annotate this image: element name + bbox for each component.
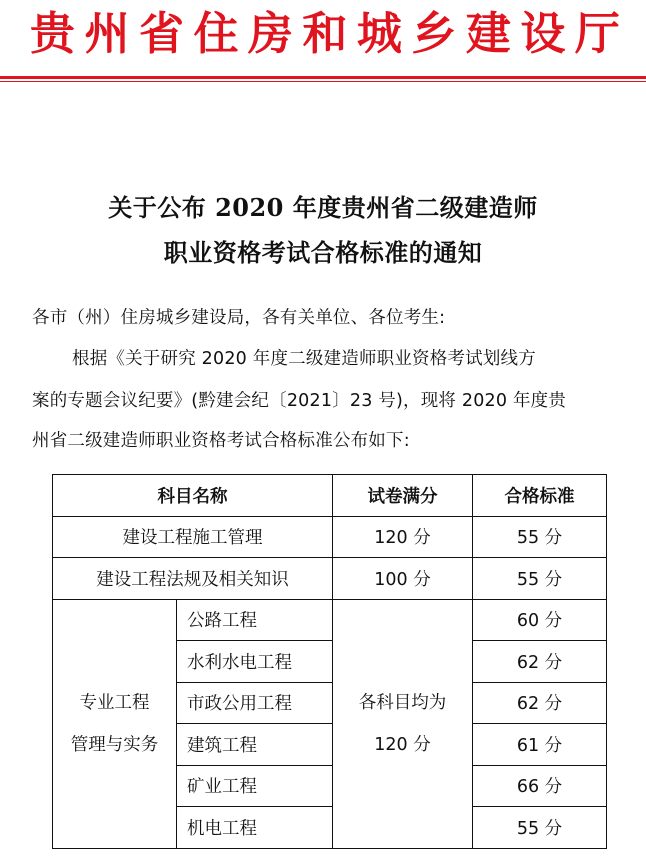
table-row [53,558,607,600]
document-title-line2: 职业资格考试合格标准的通知 [163,238,483,267]
practice-group-cell [53,599,177,848]
table-row [53,516,607,558]
letterhead-char: 设 [520,7,566,60]
letterhead-char: 乡 [411,7,457,60]
practice-subject-cell: 建筑工程 [177,724,333,766]
agency-letterhead [30,4,620,64]
body-text-line: 根据《关于研究 2020 年度二级建造师职业资格考试划线方 [72,349,536,369]
practice-subject-cell: 公路工程 [177,599,333,641]
body-text-line: 州省二级建造师职业资格考试合格标准公布如下: [32,431,410,451]
pass-cell: 60 分 [473,599,607,641]
table-row [53,599,607,641]
letterhead-divider-thin [0,81,646,82]
salutation: 各市（州）住房城乡建设局，各有关单位、各位考生: [32,308,446,328]
practice-full-score-cell [333,599,473,848]
letterhead-char: 房 [247,7,293,60]
body-text-line: 案的专题会议纪要》(黔建会纪〔2021〕23 号)，现将 2020 年度贵 [32,391,567,411]
practice-full-score-line2: 120 分 [374,734,431,755]
document-title-line1: 关于公布 2020 年度贵州省二级建造师 [108,193,538,222]
letterhead-char: 和 [302,7,348,60]
practice-full-score-line1: 各科目均为 [358,692,447,713]
practice-subject-cell: 水利水电工程 [177,641,333,683]
header-pass-standard: 合格标准 [473,475,607,517]
letterhead-char: 省 [138,7,184,60]
practice-subject-cell: 机电工程 [177,807,333,849]
pass-cell: 55 分 [473,807,607,849]
letterhead-char: 贵 [30,7,76,60]
pass-cell: 55 分 [473,516,607,558]
header-subject: 科目名称 [53,475,333,517]
letterhead-char: 城 [356,7,402,60]
subject-cell: 建设工程法规及相关知识 [53,558,333,600]
practice-group-label-line1: 专业工程 [79,692,150,713]
letterhead-char: 州 [84,7,130,60]
header-full-score: 试卷满分 [333,475,473,517]
full-score-cell: 120 分 [333,516,473,558]
table-header-row [53,475,607,517]
pass-cell: 62 分 [473,641,607,683]
practice-subject-cell: 矿业工程 [177,765,333,807]
subject-cell: 建设工程施工管理 [53,516,333,558]
practice-subject-cell: 市政公用工程 [177,682,333,724]
letterhead-char: 建 [465,7,511,60]
letterhead-char: 厅 [574,7,620,60]
practice-group-label-line2: 管理与实务 [70,734,159,755]
pass-cell: 66 分 [473,765,607,807]
letterhead-divider-thick [0,76,646,79]
pass-cell: 62 分 [473,682,607,724]
full-score-cell: 100 分 [333,558,473,600]
pass-cell: 61 分 [473,724,607,766]
pass-standards-table [52,474,607,849]
pass-cell: 55 分 [473,558,607,600]
letterhead-char: 住 [193,7,239,60]
